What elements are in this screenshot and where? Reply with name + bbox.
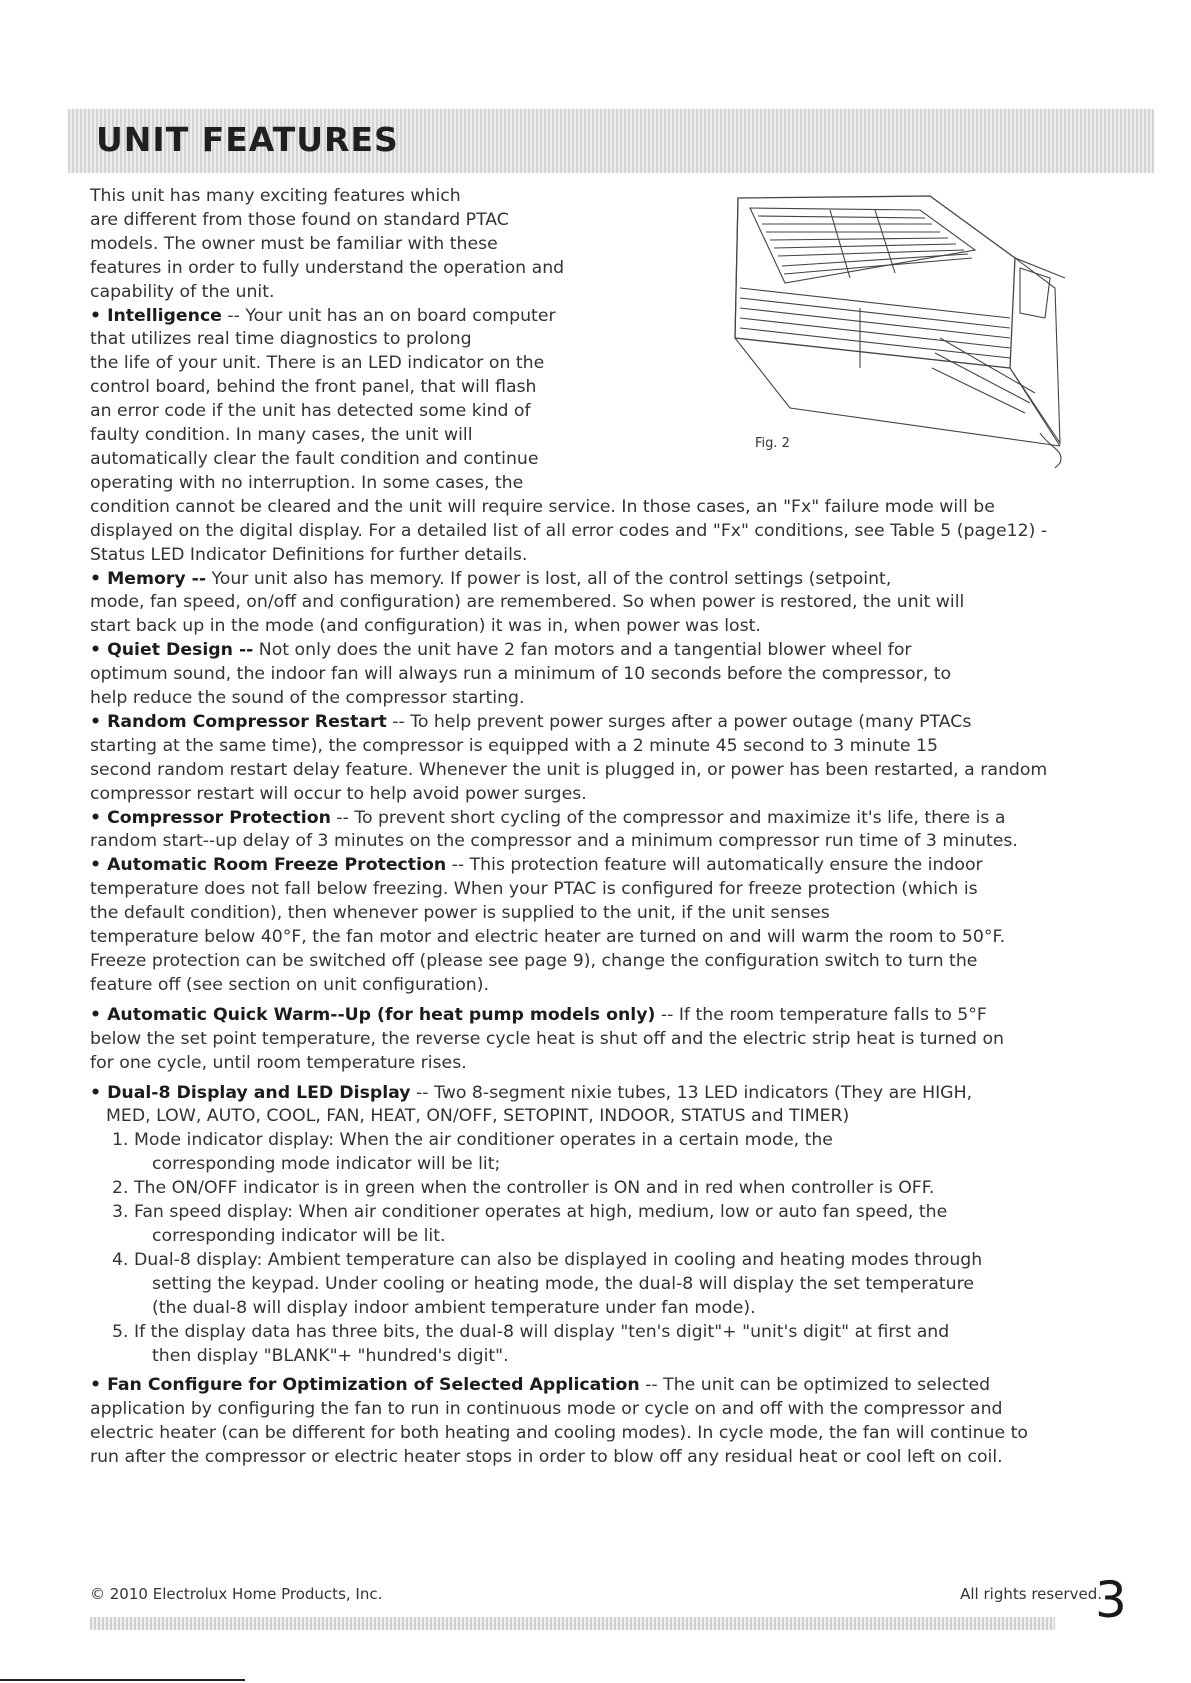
- feature-text: temperature does not fall below freezing. When your PTAC is configured for freeze protection (which is: [90, 879, 978, 900]
- feature-text: help reduce the sound of the compressor starting.: [90, 688, 525, 709]
- bullet-dot: •: [90, 807, 108, 828]
- feature-text: starting at the same time), the compressor is equipped with a 2 minute 45 second to 3 minute 15: [90, 735, 938, 756]
- feature-text: random start--up delay of 3 minutes on the compressor and a minimum compressor run time of 3 minutes.: [90, 831, 1018, 852]
- feature-text: MED, LOW, AUTO, COOL, FAN, HEAT, ON/OFF, SETOPINT, INDOOR, STATUS and TIMER): [106, 1106, 850, 1127]
- feature-text: displayed on the digital display. For a detailed list of all error codes and "Fx" conditions, see Table 5 (page12) -: [90, 520, 1048, 541]
- feature-text: temperature below 40°F, the fan motor and electric heater are turned on and will warm the room to 50°F.: [90, 927, 1006, 948]
- feature-text: automatically clear the fault condition and continue: [90, 448, 539, 469]
- display-item-list: [90, 1129, 1150, 1368]
- section-title-banner: [68, 109, 1154, 173]
- intro-line: are different from those found on standard PTAC: [90, 209, 509, 230]
- feature-title: Automatic Room Freeze Protection: [107, 855, 447, 876]
- feature-memory: [90, 568, 1150, 640]
- footer-decor-bar: [90, 1617, 1055, 1630]
- feature-text: Freeze protection can be switched off (please see page 9), change the configuration switch to turn the: [90, 951, 978, 971]
- features-body: [90, 185, 1150, 1470]
- intro-line: features in order to fully understand the operation and: [90, 257, 565, 278]
- feature-text: application by configuring the fan to run in continuous mode or cycle on and off with the compressor and: [90, 1399, 1003, 1420]
- rights-text: All rights reserved.: [960, 1585, 1102, 1603]
- feature-text: Your unit also has memory. If power is lost, all of the control settings (setpoint,: [206, 568, 892, 589]
- feature-text: -- If the room temperature falls to 5°F: [655, 1004, 987, 1025]
- list-item: 3. Fan speed display: When air conditioner operates at high, medium, low or auto fan speed, the corresponding indicator will be lit.: [112, 1202, 948, 1246]
- list-item: 1. Mode indicator display: When the air conditioner operates in a certain mode, the corresponding mode indicator will be lit;: [112, 1130, 833, 1175]
- page-number: 3: [1095, 1571, 1127, 1629]
- intro-line: capability of the unit.: [90, 281, 275, 302]
- feature-text: faulty condition. In many cases, the unit will: [90, 425, 473, 446]
- bullet-dot: •: [90, 568, 108, 589]
- feature-text: the default condition), then whenever power is supplied to the unit, if the unit senses: [90, 903, 830, 924]
- bullet-dot: •: [90, 640, 108, 661]
- feature-text: -- To help prevent power surges after a power outage (many PTACs: [386, 711, 972, 732]
- feature-text: compressor restart will occur to help avoid power surges.: [90, 783, 587, 804]
- bullet-dot: •: [90, 855, 108, 876]
- feature-title: Automatic Quick Warm--Up (for heat pump models only): [107, 1004, 656, 1025]
- feature-text: -- To prevent short cycling of the compressor and maximize it's life, there is a: [330, 807, 1006, 828]
- intro-line: This unit has many exciting features which: [90, 186, 461, 206]
- copyright-text: © 2010 Electrolux Home Products, Inc.: [90, 1585, 383, 1603]
- bullet-dot: •: [90, 1004, 108, 1025]
- feature-freeze-protection: [90, 854, 1150, 997]
- feature-title: Dual-8 Display and LED Display: [107, 1082, 411, 1103]
- feature-text: below the set point temperature, the reverse cycle heat is shut off and the electric strip heat is turned on: [90, 1028, 1004, 1049]
- intro-paragraph: [90, 185, 660, 305]
- bullet-dot: •: [90, 305, 108, 326]
- feature-title: Memory --: [107, 568, 207, 589]
- figure-caption: Fig. 2: [755, 436, 790, 451]
- feature-title: Fan Configure for Optimization of Selected Application: [107, 1375, 640, 1396]
- feature-dual-8-display: [90, 1082, 1150, 1369]
- feature-text: second random restart delay feature. Whenever the unit is plugged in, or power has been restarted, a random: [90, 759, 1048, 780]
- feature-text: Not only does the unit have 2 fan motors and a tangential blower wheel for: [253, 640, 912, 661]
- feature-text: that utilizes real time diagnostics to prolong: [90, 329, 472, 350]
- feature-quick-warm-up: [90, 1004, 1150, 1076]
- feature-text: feature off (see section on unit configuration).: [90, 974, 489, 995]
- feature-title: Random Compressor Restart: [107, 711, 387, 732]
- feature-random-restart: [90, 711, 1150, 807]
- feature-title: Quiet Design --: [107, 640, 254, 661]
- feature-text: an error code if the unit has detected some kind of: [90, 401, 531, 422]
- feature-fan-configure: [90, 1374, 1150, 1470]
- feature-text: run after the compressor or electric heater stops in order to blow off any residual heat or cool left on coil.: [90, 1447, 1003, 1468]
- feature-compressor-protection: [90, 807, 1150, 855]
- list-item: 2. The ON/OFF indicator is in green when the controller is ON and in red when controller is OFF.: [112, 1178, 935, 1199]
- feature-title: Compressor Protection: [107, 807, 331, 828]
- feature-text: mode, fan speed, on/off and configuration) are remembered. So when power is restored, the unit will: [90, 592, 965, 613]
- list-item: 5. If the display data has three bits, the dual-8 will display "ten's digit"+ "unit's digit" at first and then display "BLANK"+ "hundred's digit".: [112, 1321, 950, 1366]
- bullet-dot: •: [90, 1082, 108, 1103]
- feature-text: -- The unit can be optimized to selected: [639, 1375, 991, 1396]
- feature-text: -- This protection feature will automatically ensure the indoor: [446, 855, 983, 876]
- feature-intelligence: [90, 305, 1150, 568]
- feature-text: optimum sound, the indoor fan will always run a minimum of 10 seconds before the compressor, to: [90, 664, 952, 685]
- feature-text: the life of your unit. There is an LED indicator on the: [90, 353, 545, 374]
- intro-line: models. The owner must be familiar with these: [90, 233, 498, 254]
- feature-text: for one cycle, until room temperature rises.: [90, 1052, 467, 1073]
- feature-text: control board, behind the front panel, that will flash: [90, 377, 537, 398]
- feature-text: operating with no interruption. In some cases, the: [90, 472, 524, 493]
- section-title: UNIT FEATURES: [96, 120, 399, 159]
- bottom-rule: [0, 1679, 245, 1681]
- feature-text: -- Your unit has an on board computer: [221, 305, 556, 326]
- feature-text: -- Two 8-segment nixie tubes, 13 LED indicators (They are HIGH,: [410, 1082, 973, 1103]
- feature-text: start back up in the mode (and configuration) it was in, when power was lost.: [90, 616, 761, 637]
- feature-text: condition cannot be cleared and the unit will require service. In those cases, an "Fx" failure mode will be: [90, 496, 995, 517]
- list-item: 4. Dual-8 display: Ambient temperature can also be displayed in cooling and heating modes through setting the keypad. Under cooling or heating mode, the dual-8 will display the set temperature (the dual-8 will display indoor ambient temperature under fan mode).: [112, 1249, 983, 1318]
- feature-title: Intelligence: [107, 305, 222, 326]
- feature-text: electric heater (can be different for both heating and cooling modes). In cycle mode, the fan will continue to: [90, 1423, 1028, 1444]
- feature-text: Status LED Indicator Definitions for further details.: [90, 544, 528, 565]
- bullet-dot: •: [90, 711, 108, 732]
- feature-quiet-design: [90, 639, 1150, 711]
- bullet-dot: •: [90, 1375, 108, 1396]
